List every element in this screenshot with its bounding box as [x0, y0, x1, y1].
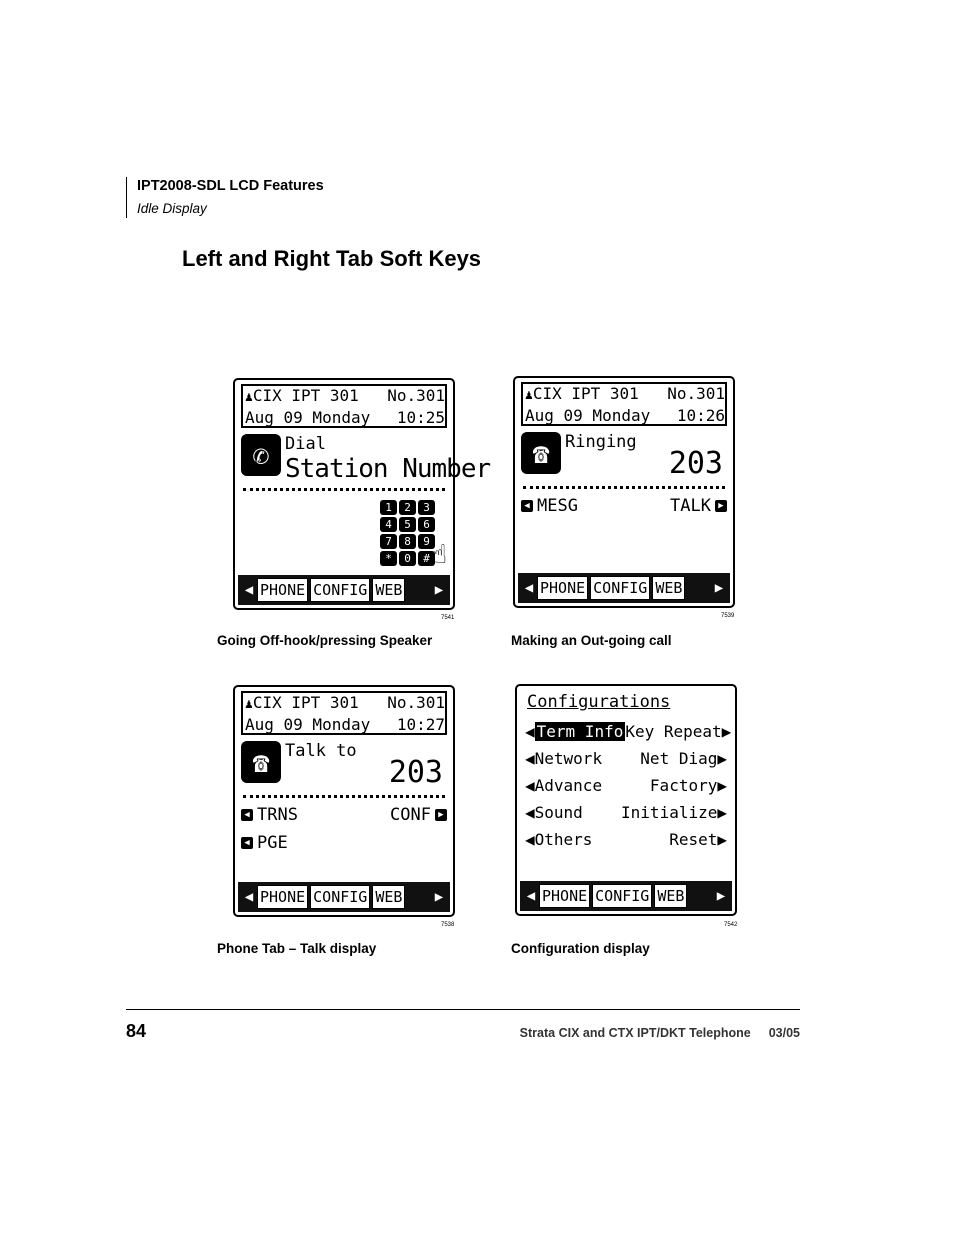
tab-phone[interactable]: PHONE [257, 578, 308, 602]
talk-handset-icon: ☎ [241, 741, 281, 783]
lcd-status-header [241, 384, 447, 428]
right-arrow-icon[interactable]: ▶ [716, 888, 726, 904]
tab-web[interactable]: WEB [652, 576, 685, 600]
config-item-sound[interactable]: ◀Sound [525, 803, 583, 822]
softkey-right[interactable] [390, 805, 447, 825]
tab-bar [520, 881, 732, 911]
lcd-outgoing [513, 376, 735, 608]
config-item-initialize[interactable]: Initialize▶ [621, 803, 727, 822]
handset-icon: ✆ [241, 434, 281, 476]
time: 10:27 [396, 715, 445, 734]
station-name: CIX IPT 301 [252, 386, 359, 405]
station-number: No.301 [667, 384, 725, 403]
section-title: IPT2008-SDL LCD Features [137, 178, 324, 194]
keypad-key: 7 [380, 534, 397, 549]
talk-to-label: Talk to [285, 741, 357, 761]
lcd-offhook [233, 378, 491, 610]
date: Aug 09 Monday [245, 408, 371, 427]
station-number-label: Station Number [285, 454, 491, 484]
tab-web[interactable]: WEB [372, 578, 405, 602]
tab-bar [518, 573, 730, 603]
left-arrow-icon[interactable]: ◀ [244, 889, 254, 905]
softkey-left[interactable] [521, 496, 578, 516]
config-row [525, 749, 727, 768]
right-arrow-icon: ▶ [435, 809, 447, 821]
right-arrow-icon: ▶ [715, 500, 727, 512]
right-arrow-icon[interactable]: ▶ [434, 889, 444, 905]
header-rule [126, 177, 127, 218]
softkey-label: PGE [257, 833, 288, 853]
config-item-term-info[interactable]: ◀ Term Info [525, 722, 624, 741]
station-number: No.301 [387, 693, 445, 712]
time: 10:25 [396, 408, 445, 427]
tab-bar [238, 882, 450, 912]
keypad-key: 3 [418, 500, 435, 515]
station-name: CIX IPT 301 [532, 384, 639, 403]
config-item-network[interactable]: ◀Network [525, 749, 603, 768]
tab-web[interactable]: WEB [372, 885, 405, 909]
config-row [525, 776, 727, 795]
tab-bar [238, 575, 450, 605]
ringing-handset-icon: ☎ [521, 432, 561, 474]
station-number: No.301 [387, 386, 445, 405]
config-item-others[interactable]: ◀Others [525, 830, 593, 849]
keypad-key: 2 [399, 500, 416, 515]
config-row [525, 803, 727, 822]
softkey-label: MESG [537, 496, 578, 516]
page-number: 84 [126, 1021, 147, 1041]
date: Aug 09 Monday [525, 406, 651, 425]
user-icon: ♟ [525, 388, 533, 403]
figure-caption: Configuration display [511, 941, 650, 956]
softkey-right[interactable] [670, 496, 727, 516]
figure-id: 7538 [441, 922, 455, 928]
config-item-factory[interactable]: Factory▶ [649, 776, 727, 795]
time: 10:26 [676, 406, 725, 425]
tab-config[interactable]: CONFIG [310, 578, 370, 602]
tab-phone[interactable]: PHONE [539, 884, 590, 908]
figure-id: 7542 [724, 922, 738, 928]
softkey-label: CONF [390, 805, 431, 825]
config-item-advance[interactable]: ◀Advance [525, 776, 603, 795]
lcd-status-header [521, 382, 727, 426]
left-arrow-icon[interactable]: ◀ [524, 580, 534, 596]
config-row [525, 830, 727, 849]
softkey-label: TALK [670, 496, 711, 516]
tab-config[interactable]: CONFIG [592, 884, 652, 908]
dialed-number: 203 [668, 446, 723, 481]
ringing-label: Ringing [565, 432, 637, 452]
figure-id: 7539 [721, 613, 735, 619]
tab-phone[interactable]: PHONE [257, 885, 308, 909]
dotted-divider [523, 486, 725, 489]
keypad-key: 4 [380, 517, 397, 532]
tab-config[interactable]: CONFIG [590, 576, 650, 600]
dotted-divider [243, 488, 445, 491]
left-arrow-icon[interactable]: ◀ [244, 582, 254, 598]
left-arrow-icon[interactable]: ◀ [526, 888, 536, 904]
footer-doc-info [502, 1026, 800, 1040]
keypad-key: # [418, 551, 435, 566]
figure-caption: Going Off-hook/pressing Speaker [217, 633, 433, 648]
softkey-left-2[interactable] [241, 833, 288, 853]
keypad-key: 8 [399, 534, 416, 549]
figure-caption: Phone Tab – Talk display [217, 941, 377, 956]
dial-label: Dial [285, 434, 326, 454]
left-arrow-icon: ◀ [521, 500, 533, 512]
config-item-reset[interactable]: Reset▶ [669, 830, 727, 849]
tab-phone[interactable]: PHONE [537, 576, 588, 600]
keypad-key: 5 [399, 517, 416, 532]
station-name: CIX IPT 301 [252, 693, 359, 712]
figure-caption: Making an Out-going call [511, 633, 672, 648]
keypad-key: 1 [380, 500, 397, 515]
date: Aug 09 Monday [245, 715, 371, 734]
right-arrow-icon[interactable]: ▶ [434, 582, 444, 598]
keypad-key: 9 [418, 534, 435, 549]
lcd-talk [233, 685, 455, 917]
config-item-net-diag[interactable]: Net Diag▶ [640, 749, 727, 768]
page-title: Left and Right Tab Soft Keys [182, 246, 482, 271]
footer-rule [126, 1009, 800, 1010]
softkey-left[interactable] [241, 805, 298, 825]
lcd-configuration [515, 684, 737, 916]
figure-id: 7541 [441, 615, 455, 621]
tab-web[interactable]: WEB [654, 884, 687, 908]
doc-date: 03/05 [768, 1026, 800, 1040]
config-row [525, 722, 732, 741]
connected-number: 203 [388, 755, 443, 790]
keypad-graphic [380, 500, 435, 566]
pointing-hand-icon: ☝ [431, 540, 447, 570]
subsection-title: Idle Display [137, 201, 207, 216]
user-icon: ♟ [245, 697, 253, 712]
left-arrow-icon: ◀ [241, 809, 253, 821]
left-arrow-icon: ◀ [241, 837, 253, 849]
right-arrow-icon[interactable]: ▶ [714, 580, 724, 596]
dotted-divider [243, 795, 445, 798]
doc-title: Strata CIX and CTX IPT/DKT Telephone [519, 1026, 751, 1040]
lcd-status-header [241, 691, 447, 735]
keypad-key: * [380, 551, 397, 566]
keypad-key: 0 [399, 551, 416, 566]
configurations-title: Configurations [527, 692, 671, 712]
keypad-key: 6 [418, 517, 435, 532]
user-icon: ♟ [245, 390, 253, 405]
tab-config[interactable]: CONFIG [310, 885, 370, 909]
softkey-label: TRNS [257, 805, 298, 825]
config-item-key-repeat[interactable]: Key Repeat▶ [625, 722, 732, 741]
